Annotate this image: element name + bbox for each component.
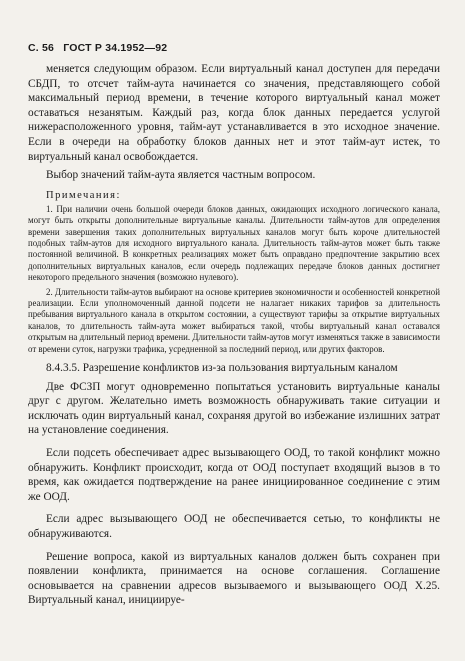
paragraph-timeout-choice: Выбор значений тайм-аута является частным вопросом. <box>46 169 316 182</box>
paragraph-timeout-reset: меняется следующим образом. Если виртуальный канал доступен для передачи СБДП, то отсчет тайм-аута начинается со значения, представляющего собой максимальный период времени, в течение которого виртуальный канал может оставаться незанятым. Каждый раз, когда блок данных передается услугой нижерасположенного уровня, тайм-аут устанавливается в это исходное значение. Если в очереди на обработку блоков данных нет и этот тайм-аут истек, то виртуальный канал освобождается. <box>28 63 440 163</box>
paragraph-resolution: Решение вопроса, какой из виртуальных каналов должен быть сохранен при появлении конфликта, принимается на основе соглашения. Соглашение основывается на сравнении адресов вызываемого и вызывающего ООД Х.25. Виртуальный канал, инициируе- <box>28 550 440 607</box>
page-number: С. 56 <box>28 42 55 54</box>
standard-id: ГОСТ Р 34.1952—92 <box>63 42 168 54</box>
paragraph-no-detection: Если адрес вызывающего ООД не обеспечивается сетью, то конфликты не обнаруживаются. <box>28 513 440 540</box>
page-header <box>28 42 173 54</box>
note-1: 1. При наличии очень большой очереди блоков данных, ожидающих исходного логического канала, могут быть открыты дополнительные виртуальные каналы. Длительности тайм-аутов для определения времени завершения таких дополнительных виртуальных каналов могут быть короче длительностей подобных тайм-аутов для исходного виртуального канала. Длительность тайм-аутов может быть также постоянной величиной. В конкретных реализациях может быть оправдано предпочтение закрытию всех дополнительных виртуальных каналов, если очередь подлежащих передаче блоков данных достигнет некоторого предельного значения (возможно нулевого). <box>28 203 440 283</box>
note-2: 2. Длительности тайм-аутов выбирают на основе критериев экономичности и особенностей конкретной реализации. Если уполномоченный данной подсети не налагает никаких тарифов за длительность пребывания виртуального канала в открытом состоянии, а существуют тарифы за открытие виртуальных каналов, то длительность тайм-аута может выбираться такой, чтобы виртуальный канал оставался открытым на длительный период времени. Длительности тайм-аутов могут изменяться также в зависимости от времени суток, нагрузки трафика, усредненной за последний период, или других факторов. <box>28 286 440 354</box>
notes-heading: Примечания: <box>46 189 121 201</box>
section-heading: 8.4.3.5. Разрешение конфликтов из-за пользования виртуальным каналом <box>46 362 398 375</box>
paragraph-conflict: Две ФСЗП могут одновременно попытаться установить виртуальные каналы друг с другом. Желательно иметь возможность обнаруживать такие ситуации и исключать один виртуальный канал, сохраняя другой во избежание излишних затрат на установление соединения. <box>28 380 440 437</box>
page-body <box>28 62 440 608</box>
paragraph-detection: Если подсеть обеспечивает адрес вызывающего ООД, то такой конфликт можно обнаружить. Конфликт происходит, когда от ООД поступает входящий вызов в то время, как ожидается подтверждение на ранее инициированное соединение с этим же ООД. <box>28 447 440 503</box>
